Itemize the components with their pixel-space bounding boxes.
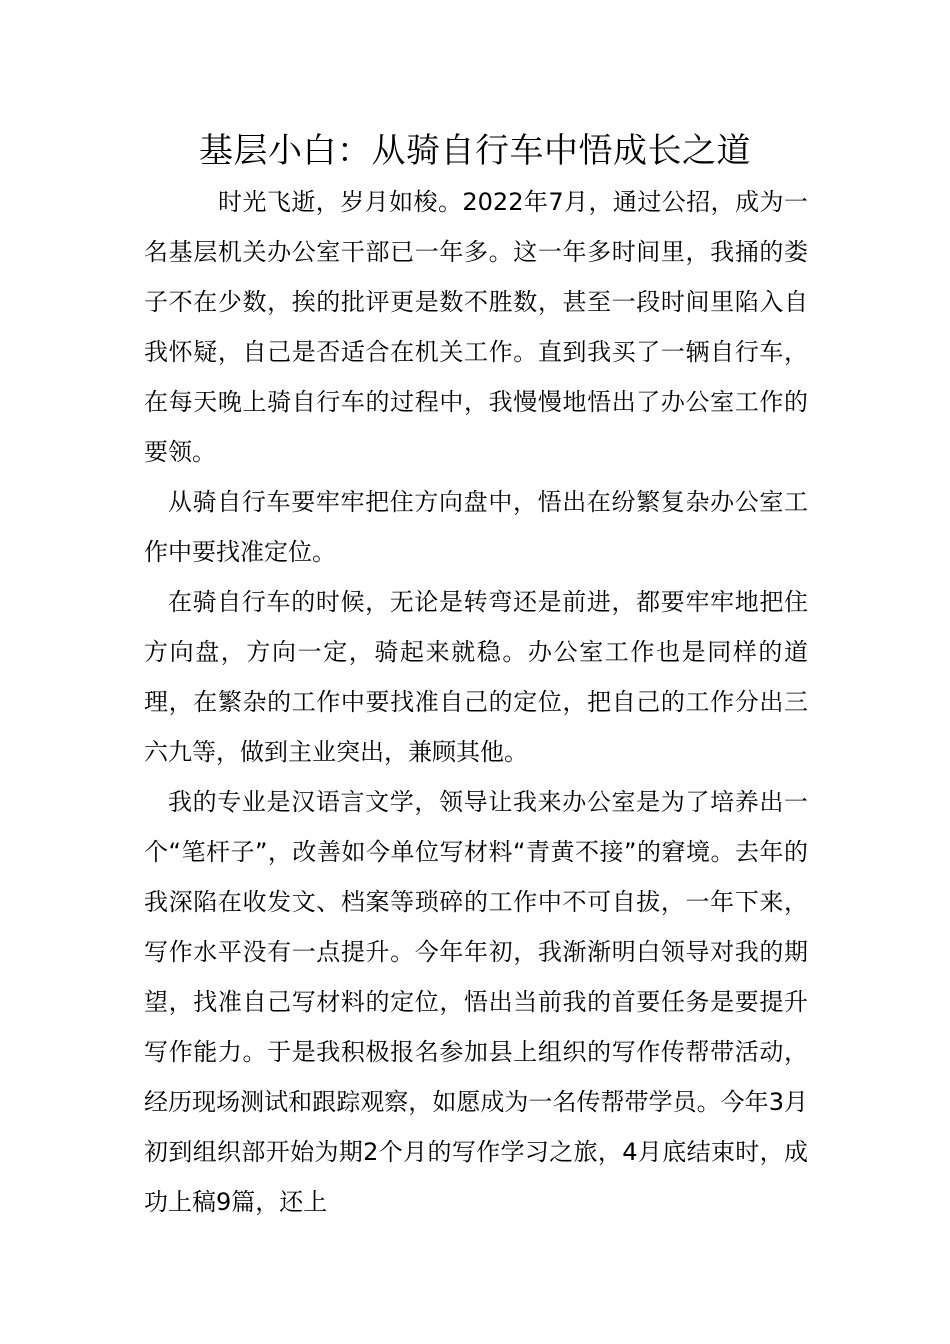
document-body [144, 177, 808, 1227]
paragraph-intro: 时光飞逝，岁月如梭。2022年7月，通过公招，成为一名基层机关办公室干部已一年多。这一年多时间里，我捅的娄子不在少数，挨的批评更是数不胜数，甚至一段时间里陷入自我怀疑，自己是否适合在机关工作。直到我买了一辆自行车，在每天晚上骑自行车的过程中，我慢慢地悟出了办公室工作的要领。 [144, 188, 808, 466]
document-title: 基层小白：从骑自行车中悟成长之道 [199, 131, 751, 171]
paragraph-steering: 在骑自行车的时候，无论是转弯还是前进，都要牢牢地把住方向盘，方向一定，骑起来就稳。办公室工作也是同样的道理，在繁杂的工作中要找准自己的定位，把自己的工作分出三六九等，做到主业突出，兼顾其他。 [144, 588, 808, 766]
paragraph-writing: 我的专业是汉语言文学，领导让我来办公室是为了培养出一个“笔杆子”，改善如今单位写材料“青黄不接”的窘境。去年的我深陷在收发文、档案等琐碎的工作中不可自拔，一年下来，写作水平没有一点提升。今年年初，我渐渐明白领导对我的期望，找准自己写材料的定位，悟出当前我的首要任务是要提升写作能力。于是我积极报名参加县上组织的写作传帮带活动，经历现场测试和跟踪观察，如愿成为一名传帮带学员。今年3月初到组织部开始为期2个月的写作学习之旅，4月底结束时，成功上稿9篇，还上 [144, 788, 808, 1216]
paragraph-heading-steering: 从骑自行车要牢牢把住方向盘中，悟出在纷繁复杂办公室工作中要找准定位。 [144, 488, 808, 566]
